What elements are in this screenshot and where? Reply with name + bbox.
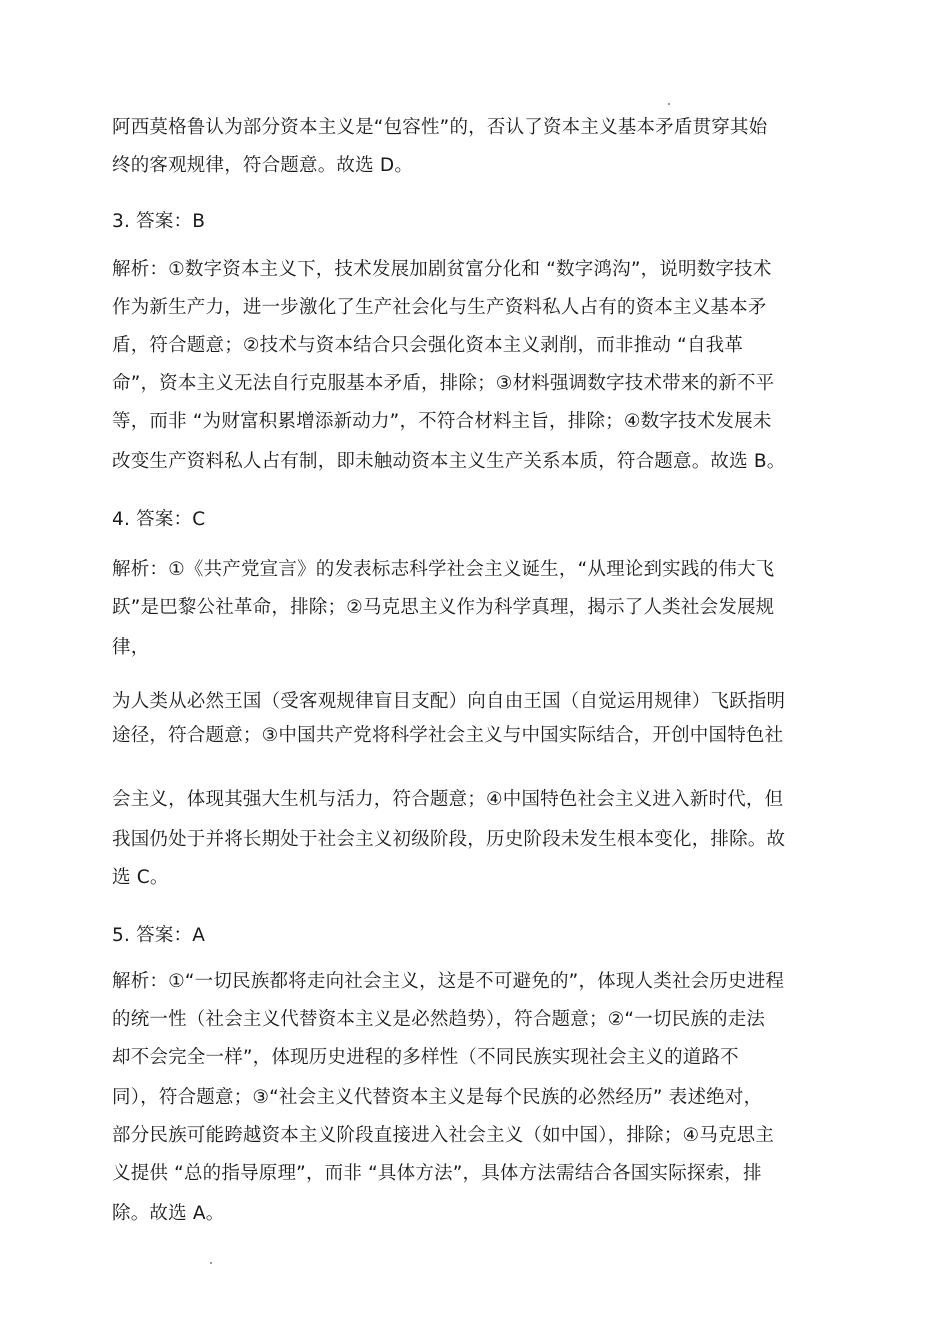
- q3-analysis-line: 等，而非 “为财富积累增添新动力”，不符合材料主旨，排除；④数字技术发展未: [112, 411, 772, 432]
- intro-line: 终的客观规律，符合题意。故选 D。: [112, 155, 414, 176]
- q4-analysis-line: 我国仍处于并将长期处于社会主义初级阶段，历史阶段未发生根本变化，排除。故: [112, 829, 786, 850]
- scan-dot-bottom: [210, 1262, 212, 1264]
- q3-answer: 3. 答案：B: [112, 211, 206, 232]
- q3-analysis-line: 盾，符合题意；②技术与资本结合只会强化资本主义剥削，而非推动 “自我革: [112, 335, 744, 356]
- q4-analysis-line: 途径，符合题意；③中国共产党将科学社会主义与中国实际结合，开创中国特色社: [112, 725, 784, 746]
- q4-analysis-line: 跃”是巴黎公社革命，排除；②马克思主义作为科学真理，揭示了人类社会发展规: [112, 597, 775, 618]
- q3-analysis-line: 解析：①数字资本主义下，技术发展加剧贫富分化和 “数字鸿沟”，说明数字技术: [112, 259, 772, 280]
- q4-answer: 4. 答案：C: [112, 509, 206, 530]
- intro-line: 阿西莫格鲁认为部分资本主义是“包容性”的，否认了资本主义基本矛盾贯穿其始: [112, 117, 768, 138]
- q5-analysis-line: 却不会完全一样”，体现历史进程的多样性（不同民族实现社会主义的道路不: [112, 1047, 739, 1068]
- q3-analysis-line: 作为新生产力，进一步激化了生产社会化与生产资料私人占有的资本主义基本矛: [112, 297, 767, 318]
- q5-analysis-line: 的统一性（社会主义代替资本主义是必然趋势），符合题意；②“一切民族的走法: [112, 1009, 766, 1030]
- scan-dot-top: [668, 103, 670, 105]
- q5-analysis-line: 同），符合题意；③“社会主义代替资本主义是每个民族的必然经历” 表述绝对，: [112, 1087, 763, 1108]
- q4-analysis-line: 会主义，体现其强大生机与活力，符合题意；④中国特色社会主义进入新时代，但: [112, 789, 784, 810]
- q3-analysis-line: 改变生产资料私人占有制，即未触动资本主义生产关系本质，符合题意。故选 B。: [112, 451, 786, 472]
- q4-analysis-line: 解析：①《共产党宣言》的发表标志科学社会主义诞生，“从理论到实践的伟大飞: [112, 559, 775, 580]
- q5-analysis-line: 解析：①“一切民族都将走向社会主义，这是不可避免的”，体现人类社会历史进程: [112, 971, 785, 992]
- q4-analysis-line: 选 C。: [112, 867, 169, 888]
- q4-analysis-line: 为人类从必然王国（受客观规律盲目支配）向自由王国（自觉运用规律）飞跃指明: [112, 691, 786, 712]
- q4-analysis-line: 律，: [112, 637, 150, 658]
- q5-answer: 5. 答案：A: [112, 925, 206, 946]
- q3-analysis-line: 命”，资本主义无法自行克服基本矛盾，排除；③材料强调数字技术带来的新不平: [112, 373, 775, 394]
- q5-analysis-line: 义提供 “总的指导原理”，而非 “具体方法”，具体方法需结合各国实际探索，排: [112, 1163, 762, 1184]
- q5-analysis-line: 除。故选 A。: [112, 1203, 225, 1224]
- q5-analysis-line: 部分民族可能跨越资本主义阶段直接进入社会主义（如中国），排除；④马克思主: [112, 1125, 775, 1146]
